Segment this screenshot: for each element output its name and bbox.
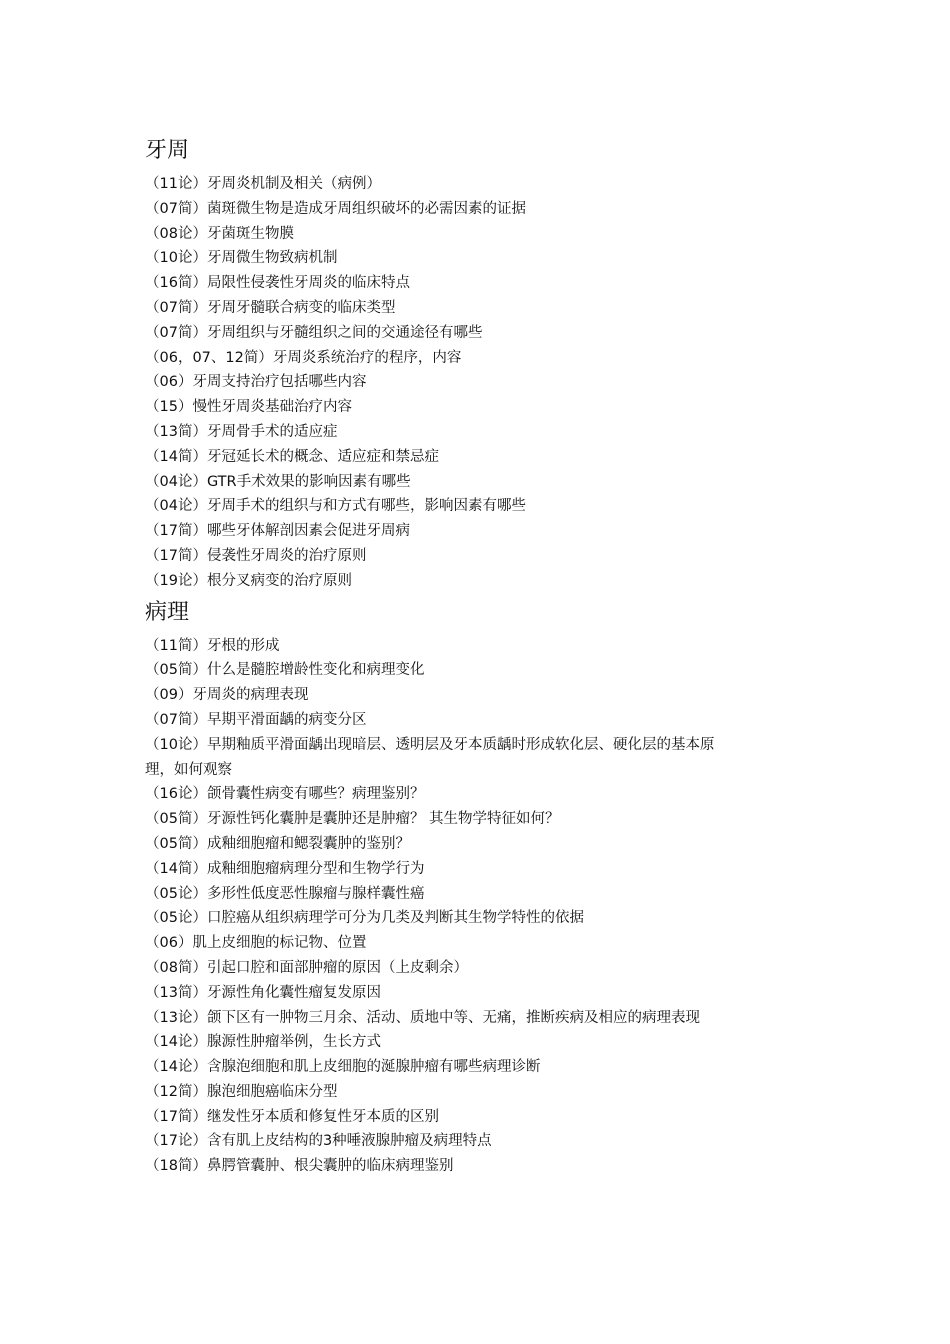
list-item: （06）肌上皮细胞的标记物、位置 xyxy=(145,935,367,952)
list-item: （14论）含腺泡细胞和肌上皮细胞的涎腺肿瘤有哪些病理诊断 xyxy=(145,1059,541,1076)
list-item: （16简）局限性侵袭性牙周炎的临床特点 xyxy=(145,275,410,292)
list-item: （07简）牙周牙髓联合病变的临床类型 xyxy=(145,299,396,316)
list-item: （12简）腺泡细胞癌临床分型 xyxy=(145,1083,338,1100)
list-item: （14论）腺源性肿瘤举例，生长方式 xyxy=(145,1034,381,1051)
periodontics-question-list xyxy=(145,172,745,594)
list-item: （17简）继发性牙本质和修复性牙本质的区别 xyxy=(145,1108,439,1125)
list-item: （05论）口腔癌从组织病理学可分为几类及判断其生物学特性的依据 xyxy=(145,910,584,927)
list-item: （07简）菌斑微生物是造成牙周组织破坏的必需因素的证据 xyxy=(145,200,526,217)
list-item: （05简）什么是髓腔增龄性变化和病理变化 xyxy=(145,662,425,679)
list-item: （05简）牙源性钙化囊肿是囊肿还是肿瘤？ 其生物学特征如何？ xyxy=(145,811,560,828)
list-item: （15）慢性牙周炎基础治疗内容 xyxy=(145,399,352,416)
list-item: （13简）牙周骨手术的适应症 xyxy=(145,423,338,440)
list-item: （07简）牙周组织与牙髓组织之间的交通途径有哪些 xyxy=(145,324,483,341)
list-item: （14简）成釉细胞瘤病理分型和生物学行为 xyxy=(145,860,425,877)
list-item: （04论）牙周手术的组织与和方式有哪些，影响因素有哪些 xyxy=(145,498,526,515)
list-item: （07简）早期平滑面龋的病变分区 xyxy=(145,711,367,728)
list-item: （17简）哪些牙体解剖因素会促进牙周病 xyxy=(145,523,410,540)
document-page xyxy=(145,136,745,1179)
list-item: （11简）牙根的形成 xyxy=(145,637,280,654)
list-item: （05简）成釉细胞瘤和鳃裂囊肿的鉴别？ xyxy=(145,835,410,852)
list-item: （10论）早期釉质平滑面龋出现暗层、透明层及牙本质龋时形成软化层、硬化层的基本原理，如何观察 xyxy=(145,736,715,778)
list-item: （17简）侵袭性牙周炎的治疗原则 xyxy=(145,547,367,564)
list-item: （06，07、12简）牙周炎系统治疗的程序，内容 xyxy=(145,349,462,366)
list-item: （11论）牙周炎机制及相关（病例） xyxy=(145,176,381,192)
list-item: （05论）多形性低度恶性腺瘤与腺样囊性癌 xyxy=(145,885,425,902)
section-heading-periodontics: 牙周 xyxy=(145,138,190,163)
list-item: （08论）牙菌斑生物膜 xyxy=(145,225,294,242)
list-item: （18简）鼻腭管囊肿、根尖囊肿的临床病理鉴别 xyxy=(145,1158,454,1175)
list-item: （06）牙周支持治疗包括哪些内容 xyxy=(145,374,367,391)
pathology-question-list xyxy=(145,634,745,1180)
list-item: （08简）引起口腔和面部肿瘤的原因（上皮剩余） xyxy=(145,959,468,976)
list-item: （19论）根分叉病变的治疗原则 xyxy=(145,572,352,589)
list-item: （04论）GTR手术效果的影响因素有哪些 xyxy=(145,473,411,490)
list-item: （13论）颌下区有一肿物三月余、活动、质地中等、无痛，推断疾病及相应的病理表现 xyxy=(145,1009,700,1026)
list-item: （14简）牙冠延长术的概念、适应症和禁忌症 xyxy=(145,448,439,465)
list-item: （16论）颌骨囊性病变有哪些？病理鉴别？ xyxy=(145,786,425,803)
list-item: （13简）牙源性角化囊性瘤复发原因 xyxy=(145,984,381,1001)
list-item: （10论）牙周微生物致病机制 xyxy=(145,250,338,267)
list-item: （09）牙周炎的病理表现 xyxy=(145,687,309,704)
list-item: （17论）含有肌上皮结构的3种唾液腺肿瘤及病理特点 xyxy=(145,1133,492,1150)
section-heading-pathology: 病理 xyxy=(145,599,190,625)
